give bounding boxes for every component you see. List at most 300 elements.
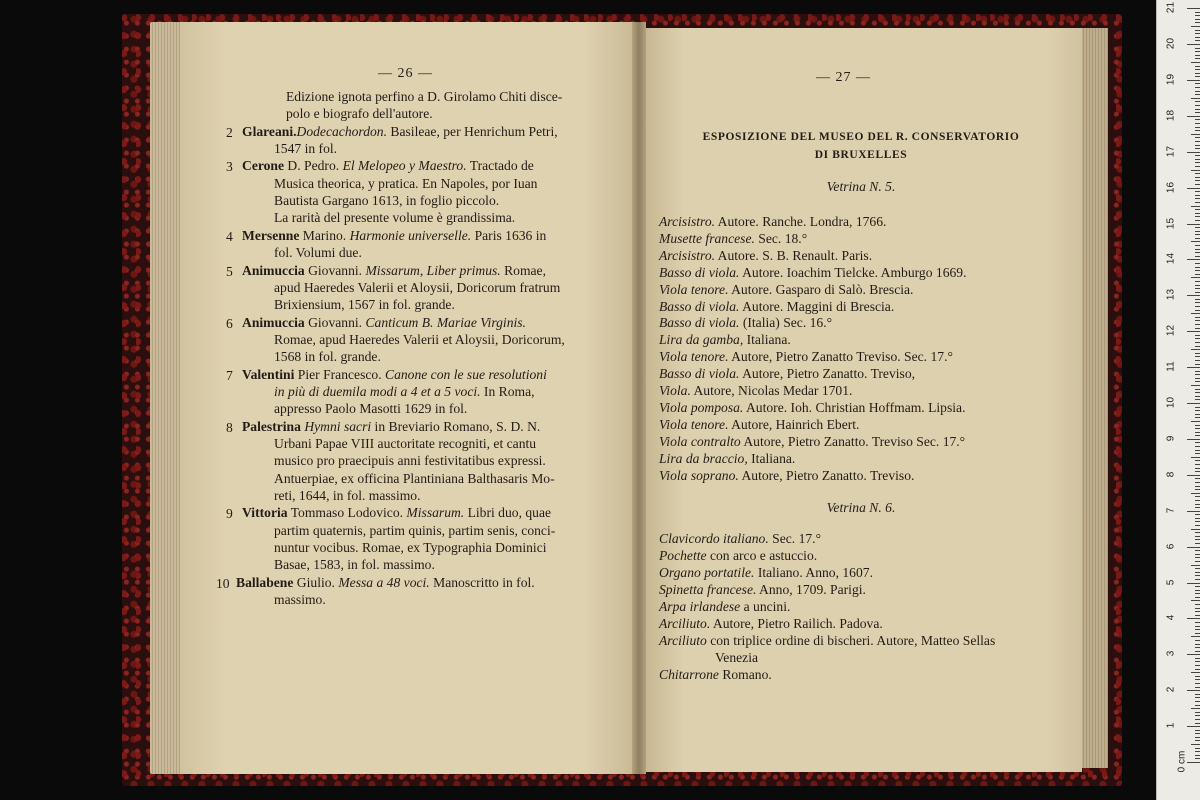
ruler-tick <box>1195 245 1200 246</box>
text-line <box>274 333 565 347</box>
instrument-details: Autore. Ioh. Christian Hoffmam. Lipsia. <box>743 399 966 415</box>
instrument-name: Arcisistro. <box>659 214 716 229</box>
vetrina-5-title: Vetrina N. 5. <box>826 179 896 194</box>
ruler-tick <box>1195 730 1200 731</box>
instrument-entry <box>659 350 953 364</box>
text-line <box>274 489 421 503</box>
instrument-name: Lira da gamba, <box>659 332 744 348</box>
instrument-details: Sec. 17.° <box>768 531 822 546</box>
instrument-name: Organo portatile. <box>659 565 755 580</box>
ruler-tick <box>1195 274 1200 275</box>
ruler-tick <box>1195 687 1200 688</box>
instrument-entry <box>659 401 965 415</box>
ruler-tick <box>1195 446 1200 447</box>
ruler-tick <box>1195 575 1200 576</box>
ruler-tick <box>1195 414 1200 415</box>
ruler-tick <box>1195 220 1200 221</box>
ruler-number: 13 <box>1165 289 1177 301</box>
ruler-tick <box>1195 579 1200 580</box>
text-run: Paris 1636 in <box>471 227 547 243</box>
ruler-tick <box>1191 98 1200 99</box>
ruler-tick <box>1195 410 1200 411</box>
title-italic: Canticum B. Mariae Virginis. <box>365 314 526 330</box>
instrument-name: Spinetta francese. <box>659 582 757 597</box>
ruler-tick <box>1195 464 1200 465</box>
ruler-number: 4 <box>1165 615 1177 621</box>
ruler-tick <box>1195 130 1200 131</box>
ruler-tick <box>1195 356 1200 357</box>
ruler-tick <box>1195 758 1200 759</box>
ruler-number: 14 <box>1165 253 1177 265</box>
instrument-entry <box>659 300 894 314</box>
ruler-tick <box>1195 679 1200 680</box>
ruler-tick <box>1195 417 1200 418</box>
ruler-tick <box>1191 206 1200 207</box>
ruler-tick <box>1195 468 1200 469</box>
ruler-tick <box>1195 58 1200 59</box>
ruler-tick <box>1195 227 1200 228</box>
ruler-tick <box>1195 399 1200 400</box>
instrument-entry <box>659 469 914 483</box>
instrument-entry <box>659 316 832 330</box>
text-run: reti, 1644, in fol. massimo. <box>274 488 421 504</box>
author-name: Palestrina <box>242 418 301 434</box>
ruler-tick <box>1195 568 1200 569</box>
ruler-tick <box>1195 539 1200 540</box>
instrument-details: Italiana. <box>743 332 791 348</box>
ruler-tick <box>1191 26 1200 27</box>
author-name: Valentini <box>242 366 295 382</box>
ruler-tick <box>1195 661 1200 662</box>
text-line <box>274 211 515 225</box>
ruler-tick <box>1195 238 1200 239</box>
ruler-unit-label: 0 cm <box>1176 750 1188 773</box>
entry-number: 10 <box>216 575 230 591</box>
entry-number: 5 <box>226 263 233 279</box>
ruler-tick <box>1195 148 1200 149</box>
text-run: Giovanni. <box>304 262 366 278</box>
ruler-tick <box>1195 604 1200 605</box>
text-run: Urbani Papae VIII auctoritate recogniti, et cantu <box>274 436 537 451</box>
ruler-tick <box>1195 198 1200 199</box>
ruler-tick <box>1195 442 1200 443</box>
ruler-tick <box>1195 249 1200 250</box>
instrument-details: Italiana. <box>747 450 796 466</box>
instrument-name: Viola tenore. <box>659 349 729 365</box>
ruler-tick <box>1195 611 1200 612</box>
instrument-entry <box>659 668 772 682</box>
ruler-tick <box>1195 180 1200 181</box>
ruler-tick <box>1195 651 1200 652</box>
ruler-tick <box>1195 55 1200 56</box>
ruler-tick <box>1195 76 1200 77</box>
entry-number: 2 <box>226 124 233 140</box>
ruler-tick <box>1195 281 1200 282</box>
ruler-tick <box>1195 91 1200 92</box>
ruler-tick <box>1195 683 1200 684</box>
ruler-tick <box>1195 629 1200 630</box>
ruler-tick <box>1195 202 1200 203</box>
text-line <box>274 402 467 416</box>
ruler-tick <box>1195 608 1200 609</box>
ruler-tick <box>1195 504 1200 505</box>
ruler-tick <box>1191 636 1200 637</box>
ruler-tick <box>1195 615 1200 616</box>
instrument-name: Lira da braccio, <box>659 450 748 466</box>
ruler-tick <box>1195 450 1200 451</box>
instrument-entry <box>659 532 821 546</box>
ruler-tick <box>1195 593 1200 594</box>
ruler-tick <box>1187 224 1200 225</box>
ruler-number: 19 <box>1165 73 1177 85</box>
ruler-tick <box>1195 360 1200 361</box>
instrument-name: Viola tenore. <box>659 281 729 297</box>
ruler-tick <box>1195 145 1200 146</box>
ruler-tick <box>1187 188 1200 189</box>
text-run: Brixiensium, 1567 in fol. grande. <box>274 297 455 313</box>
instrument-name: Pochette <box>659 548 707 563</box>
text-run: Basae, 1583, in fol. massimo. <box>274 557 435 573</box>
text-run: Giulio. <box>293 574 339 590</box>
author-name: Ballabene <box>236 574 294 590</box>
text-line <box>242 506 551 520</box>
ruler-tick <box>1195 162 1200 163</box>
instrument-details: Anno, 1709. Parigi. <box>756 582 866 597</box>
section-heading: ESPOSIZIONE DEL MUSEO DEL R. CONSERVATORIO <box>702 131 1020 143</box>
text-run: Tommaso Lodovico. <box>287 505 407 521</box>
author-name: Animuccia <box>242 314 305 330</box>
text-run: polo e biografo dell'autore. <box>286 106 433 122</box>
instrument-name: Basso di viola. <box>659 315 740 331</box>
text-line <box>274 298 455 312</box>
ruler-number: 3 <box>1165 651 1177 657</box>
ruler-tick <box>1195 159 1200 160</box>
text-line <box>274 281 560 295</box>
ruler-tick <box>1195 392 1200 393</box>
instrument-details: Autore, Nicolas Medar 1701. <box>690 383 853 398</box>
entry-number: 9 <box>226 506 233 522</box>
instrument-name: Arciliuto. <box>659 616 711 631</box>
ruler-tick <box>1195 299 1200 300</box>
ruler-number: 1 <box>1165 722 1177 729</box>
ruler-tick <box>1191 421 1200 422</box>
ruler-tick <box>1195 292 1200 293</box>
ruler-tick <box>1195 701 1200 702</box>
ruler-tick <box>1195 137 1200 138</box>
entry-number: 8 <box>226 419 233 435</box>
ruler-tick <box>1195 256 1200 257</box>
text-line <box>242 264 546 278</box>
ruler-number: 18 <box>1165 109 1177 121</box>
text-line <box>242 316 526 330</box>
text-run: Musica theorica, y pratica. En Napoles, por Iuan <box>274 175 538 191</box>
instrument-entry <box>659 634 995 648</box>
text-run: 1568 in fol. grande. <box>274 349 381 365</box>
ruler-tick <box>1187 618 1200 619</box>
text-run: Tractado de <box>466 158 534 174</box>
instrument-entry <box>659 452 795 466</box>
instrument-details: Venezia <box>715 650 759 665</box>
instrument-entry <box>659 232 807 246</box>
right-page <box>640 28 1082 772</box>
ruler-tick <box>1195 496 1200 497</box>
text-line <box>274 593 326 607</box>
instrument-details: Romano. <box>718 667 772 682</box>
ruler-tick <box>1195 543 1200 544</box>
text-run: Basileae, per Henrichum Petri, <box>387 123 558 139</box>
ruler-tick <box>1191 457 1200 458</box>
ruler-tick <box>1187 116 1200 117</box>
ruler-tick <box>1195 500 1200 501</box>
ruler-number: 8 <box>1165 471 1177 478</box>
ruler-tick <box>1195 658 1200 659</box>
text-run: apud Haeredes Valerii et Aloysii, Doricorum fratrum <box>274 279 561 295</box>
ruler-tick <box>1191 744 1200 745</box>
ruler-number: 7 <box>1165 507 1177 513</box>
text-line <box>274 142 337 156</box>
ruler-tick <box>1195 328 1200 329</box>
ruler-tick <box>1195 141 1200 142</box>
instrument-entry <box>659 249 872 263</box>
ruler-tick <box>1195 647 1200 648</box>
ruler-tick <box>1195 252 1200 253</box>
text-line <box>242 229 546 243</box>
ruler-tick <box>1195 557 1200 558</box>
ruler-tick <box>1195 306 1200 307</box>
ruler-tick <box>1195 572 1200 573</box>
title-italic: Missarum. <box>406 505 465 521</box>
ruler-tick <box>1187 439 1200 440</box>
text-run: nuntur vocibus. Romae, ex Typographia Dominici <box>274 540 547 556</box>
instrument-details: Autore, Hainrich Ebert. <box>728 416 860 432</box>
text-line <box>242 420 540 434</box>
text-run: Giovanni. <box>304 314 366 330</box>
ruler-tick <box>1195 644 1200 645</box>
ruler-number: 21 <box>1165 2 1177 14</box>
title-italic: in più di duemila modi a 4 et a 5 voci. <box>274 383 481 399</box>
ruler-tick <box>1195 586 1200 587</box>
text-line <box>274 472 555 486</box>
text-run: Pier Francesco. <box>294 366 385 382</box>
ruler-tick <box>1195 428 1200 429</box>
ruler-tick <box>1187 403 1200 404</box>
text-line <box>274 454 546 468</box>
text-run: Romae, apud Haeredes Valerii et Aloysii, Doricorum, <box>274 331 565 347</box>
ruler-number: 9 <box>1165 435 1177 442</box>
instrument-name: Chitarrone <box>659 667 719 682</box>
instrument-details: Autore, Pietro Zanatto. Treviso Sec. 17.° <box>740 433 966 449</box>
instrument-entry <box>659 283 913 297</box>
ruler-tick <box>1195 73 1200 74</box>
text-line <box>274 437 536 451</box>
ruler-number: 6 <box>1165 543 1177 549</box>
text-line <box>242 125 558 139</box>
instrument-entry <box>659 600 790 614</box>
instrument-entry <box>659 549 817 563</box>
text-run: La rarità del presente volume è grandissima. <box>274 210 516 226</box>
ruler-tick <box>1195 267 1200 268</box>
ruler-tick <box>1195 231 1200 232</box>
ruler-tick <box>1195 371 1200 372</box>
text-line <box>286 90 562 104</box>
ruler-tick <box>1195 112 1200 113</box>
text-line <box>274 177 537 191</box>
ruler-tick <box>1195 184 1200 185</box>
ruler-tick <box>1195 507 1200 508</box>
instrument-details: Autore. S. B. Renault. Paris. <box>715 247 873 263</box>
ruler-tick <box>1195 755 1200 756</box>
text-line <box>274 524 555 538</box>
instrument-details: (Italia) Sec. 16.° <box>739 315 833 331</box>
ruler-tick <box>1191 170 1200 171</box>
ruler-tick <box>1195 310 1200 311</box>
ruler-tick <box>1195 48 1200 49</box>
ruler-tick <box>1195 51 1200 52</box>
ruler-tick <box>1195 748 1200 749</box>
ruler-tick <box>1195 453 1200 454</box>
instrument-name: Arcisistro. <box>659 247 716 263</box>
ruler-tick <box>1195 633 1200 634</box>
text-run: Manoscritto in fol. <box>429 574 535 590</box>
ruler-tick <box>1195 270 1200 271</box>
title-italic: Canone con le sue resolutioni <box>385 366 547 382</box>
ruler-tick <box>1195 109 1200 110</box>
title-italic: Messa a 48 voci. <box>338 574 430 590</box>
ruler-tick <box>1187 690 1200 691</box>
instrument-name: Clavicordo italiano. <box>659 531 769 546</box>
ruler-number: 12 <box>1165 325 1177 337</box>
instrument-details: Autore. Gasparo di Salò. Brescia. <box>728 281 914 297</box>
instrument-entry <box>659 367 915 381</box>
ruler-tick <box>1195 87 1200 88</box>
instrument-details: Autore, Pietro Zanatto Treviso. Sec. 17.° <box>728 349 953 365</box>
ruler-tick <box>1195 460 1200 461</box>
text-line <box>274 558 435 572</box>
ruler-tick <box>1195 514 1200 515</box>
ruler-tick <box>1195 435 1200 436</box>
text-run: In Roma, <box>480 383 535 399</box>
instrument-name: Viola tenore. <box>659 416 729 432</box>
instrument-entry <box>715 651 758 665</box>
ruler-tick <box>1187 654 1200 655</box>
ruler-tick <box>1195 209 1200 210</box>
instrument-name: Basso di viola. <box>659 264 740 280</box>
title-italic: Missarum, Liber primus. <box>365 262 501 278</box>
instrument-entry <box>659 583 866 597</box>
ruler-tick <box>1195 177 1200 178</box>
ruler-tick <box>1195 597 1200 598</box>
text-line <box>274 541 547 555</box>
ruler-tick <box>1195 191 1200 192</box>
ruler-tick <box>1191 565 1200 566</box>
entry-number: 6 <box>226 315 233 331</box>
text-run: Bautista Gargano 1613, in foglio piccolo. <box>274 193 500 209</box>
text-run: Edizione ignota perfino a D. Girolamo Chiti disce- <box>286 89 563 104</box>
instrument-name: Basso di viola. <box>659 298 740 314</box>
instrument-entry <box>659 418 859 432</box>
title-italic: Harmonie universelle. <box>349 227 472 243</box>
text-line <box>274 350 381 364</box>
ruler-tick <box>1195 694 1200 695</box>
ruler-tick <box>1195 101 1200 102</box>
ruler-tick <box>1195 37 1200 38</box>
ruler-tick <box>1195 705 1200 706</box>
ruler-tick <box>1195 381 1200 382</box>
ruler-tick <box>1195 317 1200 318</box>
text-run: massimo. <box>274 592 326 608</box>
ruler-tick <box>1191 62 1200 63</box>
text-line <box>286 107 433 121</box>
text-line <box>242 159 534 173</box>
ruler-tick <box>1195 532 1200 533</box>
ruler-tick <box>1187 80 1200 81</box>
title-italic: Hymni sacri <box>304 418 372 434</box>
entry-number: 3 <box>226 159 233 175</box>
ruler-tick <box>1195 342 1200 343</box>
instrument-details: con arco e astuccio. <box>706 548 818 563</box>
ruler-tick <box>1195 66 1200 67</box>
ruler-tick <box>1195 425 1200 426</box>
text-line <box>274 385 535 399</box>
ruler-tick <box>1187 726 1200 727</box>
ruler-tick <box>1195 173 1200 174</box>
ruler-tick <box>1195 338 1200 339</box>
instrument-name: Arciliuto <box>659 633 707 648</box>
ruler-tick <box>1195 285 1200 286</box>
ruler-tick <box>1195 155 1200 156</box>
ruler-tick <box>1195 119 1200 120</box>
author-name: Mersenne <box>242 227 300 243</box>
instrument-name: Arpa irlandese <box>659 599 741 614</box>
entry-number: 7 <box>226 367 233 383</box>
instrument-details: Autore. Ranche. Londra, 1766. <box>715 214 887 229</box>
ruler-tick <box>1195 733 1200 734</box>
text-run: Antuerpiae, ex officina Plantiniana Balthasaris Mo- <box>274 470 555 486</box>
ruler-tick <box>1195 22 1200 23</box>
ruler-tick <box>1195 432 1200 433</box>
text-run: appresso Paolo Masotti 1629 in fol. <box>274 401 468 417</box>
ruler-tick <box>1191 600 1200 601</box>
ruler-tick <box>1195 364 1200 365</box>
instrument-details: con triplice ordine di bischeri. Autore, Matteo Sellas <box>706 633 996 648</box>
ruler-tick <box>1195 554 1200 555</box>
ruler-tick <box>1195 346 1200 347</box>
ruler-tick <box>1195 123 1200 124</box>
author-name: Glareani. <box>242 123 297 139</box>
ruler-tick <box>1195 374 1200 375</box>
ruler-number: 20 <box>1165 37 1177 50</box>
instrument-details: Autore. Ioachim Tielcke. Amburgo 1669. <box>739 264 967 280</box>
ruler-tick <box>1191 529 1200 530</box>
instrument-name: Viola contralto <box>659 433 741 449</box>
ruler-tick <box>1195 396 1200 397</box>
ruler-tick <box>1195 723 1200 724</box>
instrument-name: Viola. <box>659 383 691 398</box>
ruler-tick <box>1195 83 1200 84</box>
ruler-tick <box>1195 33 1200 34</box>
author-name: Cerone <box>242 158 285 174</box>
instrument-details: Autore. Maggini di Brescia. <box>739 298 895 314</box>
entry-number: 4 <box>226 228 233 244</box>
ruler-tick <box>1195 697 1200 698</box>
ruler-tick <box>1195 213 1200 214</box>
ruler-tick <box>1195 486 1200 487</box>
ruler-tick <box>1195 478 1200 479</box>
ruler-tick <box>1195 127 1200 128</box>
ruler-tick <box>1195 335 1200 336</box>
ruler-tick <box>1195 740 1200 741</box>
ruler-tick <box>1187 511 1200 512</box>
